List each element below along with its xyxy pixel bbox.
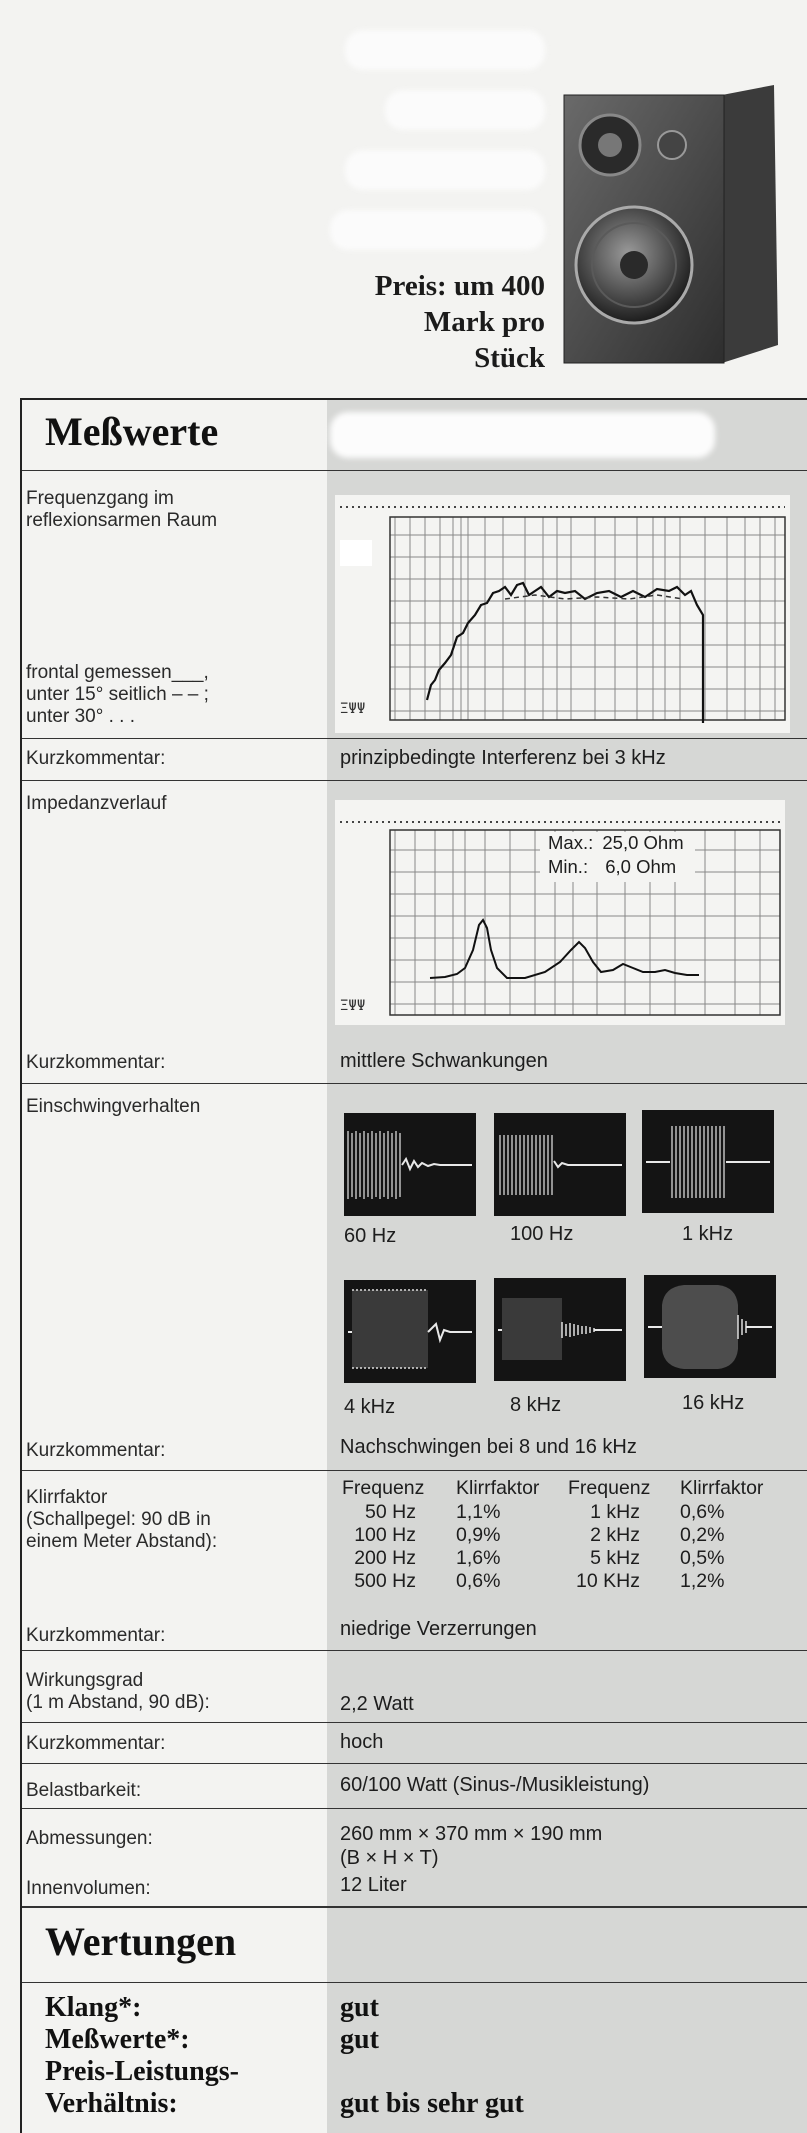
distortion-value: 0,5% [680, 1547, 725, 1569]
comment-label: Kurzkommentar: [26, 748, 166, 769]
distortion-freq: 1 kHz [590, 1501, 640, 1523]
redacted-area [385, 90, 545, 130]
dimensions-subvalue: (B × H × T) [340, 1847, 439, 1869]
distortion-freq: 10 KHz [576, 1570, 640, 1592]
row-divider [22, 470, 807, 471]
redacted-area [345, 30, 545, 70]
distortion-comment: niedrige Verzerrungen [340, 1618, 537, 1640]
price-line: Stück [474, 342, 545, 374]
impedance-label: Impedanzverlauf [26, 793, 167, 814]
dimensions-value: 260 mm × 370 mm × 190 mm [340, 1823, 603, 1845]
efficiency-label: Wirkungsgrad (1 m Abstand, 90 dB): [26, 1670, 210, 1713]
transient-freq-label: 60 Hz [344, 1225, 397, 1247]
ratings-heading: Wertungen [45, 1919, 237, 1964]
row-divider [22, 1722, 807, 1723]
transient-freq-label: 1 kHz [682, 1223, 734, 1245]
distortion-label: Klirrfaktor (Schallpegel: 90 dB in einem Meter Abstand): [26, 1487, 218, 1552]
row-divider [22, 738, 807, 739]
transient-freq-label: 16 kHz [682, 1392, 745, 1414]
svg-text:ΞΨΨ: ΞΨΨ [340, 998, 366, 1014]
row-divider [22, 1470, 807, 1471]
transient-oscillogram-4khz [344, 1280, 476, 1383]
row-divider [22, 780, 807, 781]
svg-text:ΞΨΨ: ΞΨΨ [340, 701, 366, 717]
frequency-response-chart [335, 495, 790, 733]
transient-oscillogram-60hz [344, 1113, 476, 1216]
distortion-freq: 100 Hz [354, 1524, 416, 1546]
row-divider [22, 1763, 807, 1764]
frequency-response-legend: frontal gemessen___, unter 15° seitlich – – ; unter 30° . . . [26, 662, 209, 727]
comment-label: Kurzkommentar: [26, 1625, 166, 1646]
rating-label: Preis-Leistungs- Verhältnis: [45, 2056, 239, 2119]
row-divider [22, 1906, 807, 1908]
distortion-value: 0,6% [680, 1501, 725, 1523]
measurements-heading: Meßwerte [45, 409, 219, 454]
dimensions-label: Abmessungen: [26, 1828, 153, 1849]
distortion-freq: 5 kHz [590, 1547, 640, 1569]
redacted-area [330, 210, 545, 250]
transient-oscillogram-8khz [494, 1278, 626, 1381]
impedance-comment: mittlere Schwankungen [340, 1050, 548, 1072]
distortion-header: Klirrfaktor [680, 1477, 764, 1499]
row-divider [22, 1982, 807, 1983]
price-line: Preis: um 400 [374, 270, 545, 302]
comment-label: Kurzkommentar: [26, 1052, 166, 1073]
impedance-max: Max.: 25,0 Ohm [548, 832, 684, 853]
load-value: 60/100 Watt (Sinus-/Musikleistung) [340, 1774, 650, 1796]
distortion-value: 0,9% [456, 1524, 501, 1546]
frequency-response-label: Frequenzgang im reflexionsarmen Raum [26, 488, 218, 531]
volume-value: 12 Liter [340, 1874, 407, 1896]
comment-label: Kurzkommentar: [26, 1440, 166, 1461]
rating-value: gut bis sehr gut [340, 2088, 524, 2119]
redacted-title [330, 412, 715, 458]
efficiency-value: 2,2 Watt [340, 1693, 414, 1715]
distortion-header: Frequenz [342, 1477, 425, 1499]
frequency-response-comment: prinzipbedingte Interferenz bei 3 kHz [340, 747, 666, 769]
distortion-value: 0,6% [456, 1570, 501, 1592]
distortion-value: 1,2% [680, 1570, 725, 1592]
price-line: Mark pro [423, 306, 545, 338]
transient-oscillogram-100hz [494, 1113, 626, 1216]
rating-value: gut [340, 2024, 379, 2055]
transient-label: Einschwingverhalten [26, 1096, 201, 1117]
distortion-header: Klirrfaktor [456, 1477, 540, 1499]
product-header [0, 0, 807, 400]
transient-oscillogram-16khz [644, 1275, 776, 1378]
distortion-freq: 2 kHz [590, 1524, 640, 1546]
transient-oscillogram-1khz [642, 1110, 774, 1213]
redacted-area [345, 150, 545, 190]
distortion-freq: 200 Hz [354, 1547, 416, 1569]
transient-freq-label: 8 kHz [510, 1394, 562, 1416]
distortion-value: 0,2% [680, 1524, 725, 1546]
volume-label: Innenvolumen: [26, 1878, 151, 1899]
distortion-header: Frequenz [568, 1477, 651, 1499]
rating-label: Klang*: [45, 1992, 142, 2023]
speaker-photo [562, 85, 787, 365]
distortion-value: 1,6% [456, 1547, 501, 1569]
transient-freq-label: 100 Hz [510, 1223, 574, 1245]
impedance-min: Min.: 6,0 Ohm [548, 856, 677, 877]
distortion-freq: 50 Hz [365, 1501, 416, 1523]
distortion-freq: 500 Hz [354, 1570, 416, 1592]
rating-label: Meßwerte*: [45, 2024, 190, 2055]
transient-freq-label: 4 kHz [344, 1396, 396, 1418]
row-divider [22, 1650, 807, 1651]
comment-label: Kurzkommentar: [26, 1733, 166, 1754]
transient-comment: Nachschwingen bei 8 und 16 kHz [340, 1436, 637, 1458]
row-divider [22, 1083, 807, 1084]
efficiency-comment: hoch [340, 1731, 384, 1753]
load-label: Belastbarkeit: [26, 1780, 142, 1801]
row-divider [22, 1808, 807, 1809]
price-text [300, 268, 545, 376]
rating-value: gut [340, 1992, 379, 2023]
distortion-value: 1,1% [456, 1501, 501, 1523]
